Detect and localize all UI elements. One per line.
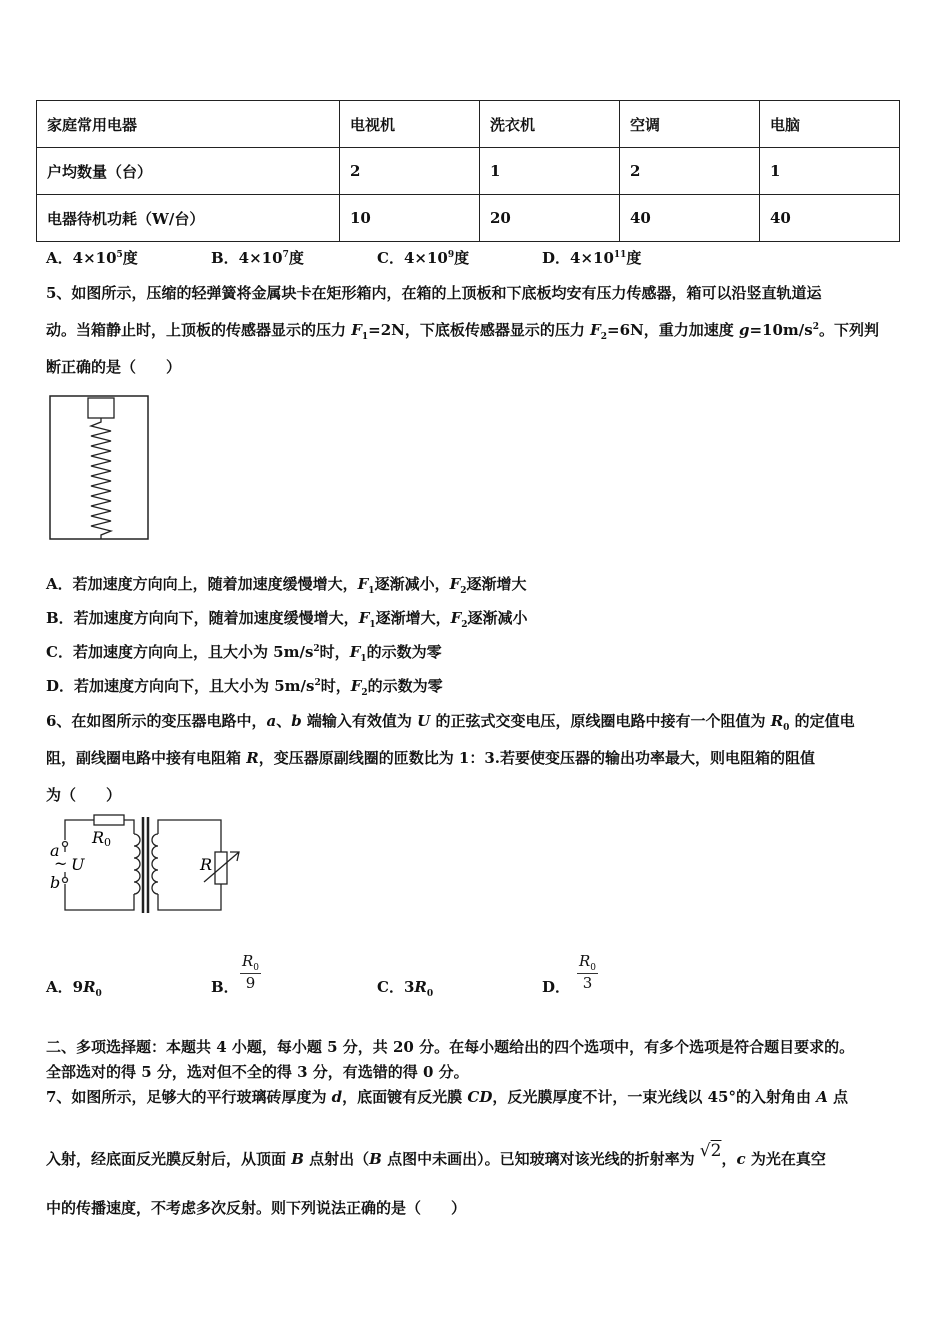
primary-coil bbox=[134, 834, 140, 894]
label-a: a bbox=[50, 841, 60, 860]
q5-option-b[interactable]: B．若加速度方向向下，随着加速度缓慢增大，$F_1$逐渐增大，$F_2$逐渐减小 bbox=[46, 609, 528, 630]
q6-option-a[interactable]: A．$9R_0$ bbox=[46, 978, 102, 999]
option-unit: 度 bbox=[288, 249, 304, 267]
q7-stem-line2: 入射，经底面反光膜反射后，从顶面 B 点射出（B 点图中未画出）。已知玻璃对该光线的折射率为 √2，c 为光在真空 bbox=[46, 1141, 826, 1168]
label-r0-sub: 0 bbox=[104, 836, 111, 849]
q6-stem-line3: 为（ ） bbox=[46, 786, 122, 804]
q5-option-c[interactable]: C．若加速度方向向上，且大小为 $5m/s^2$时，$F_1$的示数为零 bbox=[46, 643, 442, 664]
label-r: R bbox=[200, 855, 213, 874]
table-row bbox=[37, 101, 900, 148]
option-unit: 度 bbox=[122, 249, 138, 267]
table-cell: 1 bbox=[480, 148, 620, 195]
table-header-cell: 电视机 bbox=[340, 101, 480, 148]
q6-option-b[interactable]: B． bbox=[211, 978, 239, 996]
section2-heading-line2: 全部选对的得 5 分，选对但不全的得 3 分，有选错的得 0 分。 bbox=[46, 1063, 469, 1081]
exponent: 9 bbox=[447, 250, 455, 260]
spring-box-figure bbox=[48, 394, 152, 542]
label-b: b bbox=[50, 873, 61, 892]
table-header-cell: 电脑 bbox=[760, 101, 900, 148]
exponent: 5 bbox=[116, 250, 123, 260]
table-row bbox=[37, 195, 900, 242]
table-cell: 户均数量（台） bbox=[37, 148, 340, 195]
fraction-r0-over-3: $\frac{R_0}{3}$ bbox=[579, 952, 597, 992]
spring bbox=[91, 418, 111, 539]
option-label: B．4×10 bbox=[211, 249, 283, 267]
table-cell: 40 bbox=[760, 195, 900, 242]
secondary-coil bbox=[152, 834, 158, 894]
table-cell: 2 bbox=[340, 148, 480, 195]
label-r0: R bbox=[92, 828, 105, 847]
q4-option-b[interactable] bbox=[211, 247, 304, 268]
table-cell: 20 bbox=[480, 195, 620, 242]
label-u: U bbox=[71, 855, 85, 874]
appliance-table bbox=[36, 100, 900, 242]
q6-option-c[interactable]: C．$3R_0$ bbox=[377, 978, 434, 999]
q6-option-d[interactable]: D． bbox=[542, 978, 571, 996]
q7-stem-line1: 7、如图所示，足够大的平行玻璃砖厚度为 d，底面镀有反光膜 CD，反光膜厚度不计，一束光线以 45°的入射角由 A 点 bbox=[46, 1088, 849, 1106]
q6-stem-line1: 6、在如图所示的变压器电路中，a、b 端输入有效值为 U 的正弦式交变电压，原线圈电路中接有一个阻值为 $R_0$ 的定值电 bbox=[46, 712, 855, 733]
q4-option-d[interactable] bbox=[542, 247, 641, 268]
q4-option-c[interactable] bbox=[377, 247, 469, 268]
table-cell: 40 bbox=[620, 195, 760, 242]
q7-stem-line3: 中的传播速度，不考虑多次反射。则下列说法正确的是（ ） bbox=[46, 1199, 467, 1217]
q5-option-a[interactable]: A．若加速度方向向上，随着加速度缓慢增大，$F_1$逐渐减小，$F_2$逐渐增大 bbox=[46, 575, 527, 596]
transformer-circuit-figure bbox=[44, 812, 254, 920]
wire bbox=[124, 820, 134, 834]
label-tilde: ~ bbox=[54, 854, 68, 873]
table-header-cell: 空调 bbox=[620, 101, 760, 148]
q5-stem-line3: 断正确的是（ ） bbox=[46, 358, 182, 376]
option-label: A．4×10 bbox=[46, 249, 117, 267]
q5-stem-line2: 动。当箱静止时，上顶板的传感器显示的压力 $F_1=2N$，下底板传感器显示的压力 $F_2=6N$，重力加速度 $g=10m/s^2$。下列判 bbox=[46, 321, 880, 342]
section2-heading-line1: 二、多项选择题：本题共 4 小题，每小题 5 分，共 20 分。在每小题给出的四个选项中，有多个选项是符合题目要求的。 bbox=[46, 1038, 855, 1056]
exponent: 7 bbox=[282, 250, 289, 260]
q5-stem-line1: 5、如图所示，压缩的轻弹簧将金属块卡在矩形箱内，在箱的上顶板和下底板均安有压力传感器，箱可以沿竖直轨道运 bbox=[46, 284, 822, 302]
table-row bbox=[37, 148, 900, 195]
terminal-b bbox=[63, 878, 68, 883]
q6-stem-line2: 阻，副线圈电路中接有电阻箱 R，变压器原副线圈的匝数比为 1：3.若要使变压器的输出功率最大，则电阻箱的阻值 bbox=[46, 749, 816, 767]
wire bbox=[158, 884, 221, 910]
option-unit: 度 bbox=[454, 249, 470, 267]
option-unit: 度 bbox=[626, 249, 642, 267]
table-cell: 10 bbox=[340, 195, 480, 242]
table-cell: 电器待机功耗（W/台） bbox=[37, 195, 340, 242]
table-cell: 1 bbox=[760, 148, 900, 195]
option-label: C．4×10 bbox=[377, 249, 448, 267]
option-label: D．4×10 bbox=[542, 249, 614, 267]
table-header-cell: 洗衣机 bbox=[480, 101, 620, 148]
q5-option-d[interactable]: D．若加速度方向向下，且大小为 $5m/s^2$时，$F_2$的示数为零 bbox=[46, 677, 443, 698]
sqrt-expression: √2 bbox=[699, 1141, 722, 1161]
table-header-cell: 家庭常用电器 bbox=[37, 101, 340, 148]
metal-block bbox=[88, 398, 114, 418]
table-cell: 2 bbox=[620, 148, 760, 195]
wire bbox=[158, 820, 221, 852]
resistor-r0 bbox=[94, 815, 124, 825]
fraction-r0-over-9: $\frac{R_0}{9}$ bbox=[242, 952, 260, 992]
wire bbox=[65, 884, 134, 910]
wire bbox=[65, 820, 94, 840]
terminal-a bbox=[63, 842, 68, 847]
q4-option-a[interactable] bbox=[46, 247, 138, 268]
exponent: 11 bbox=[613, 250, 627, 260]
